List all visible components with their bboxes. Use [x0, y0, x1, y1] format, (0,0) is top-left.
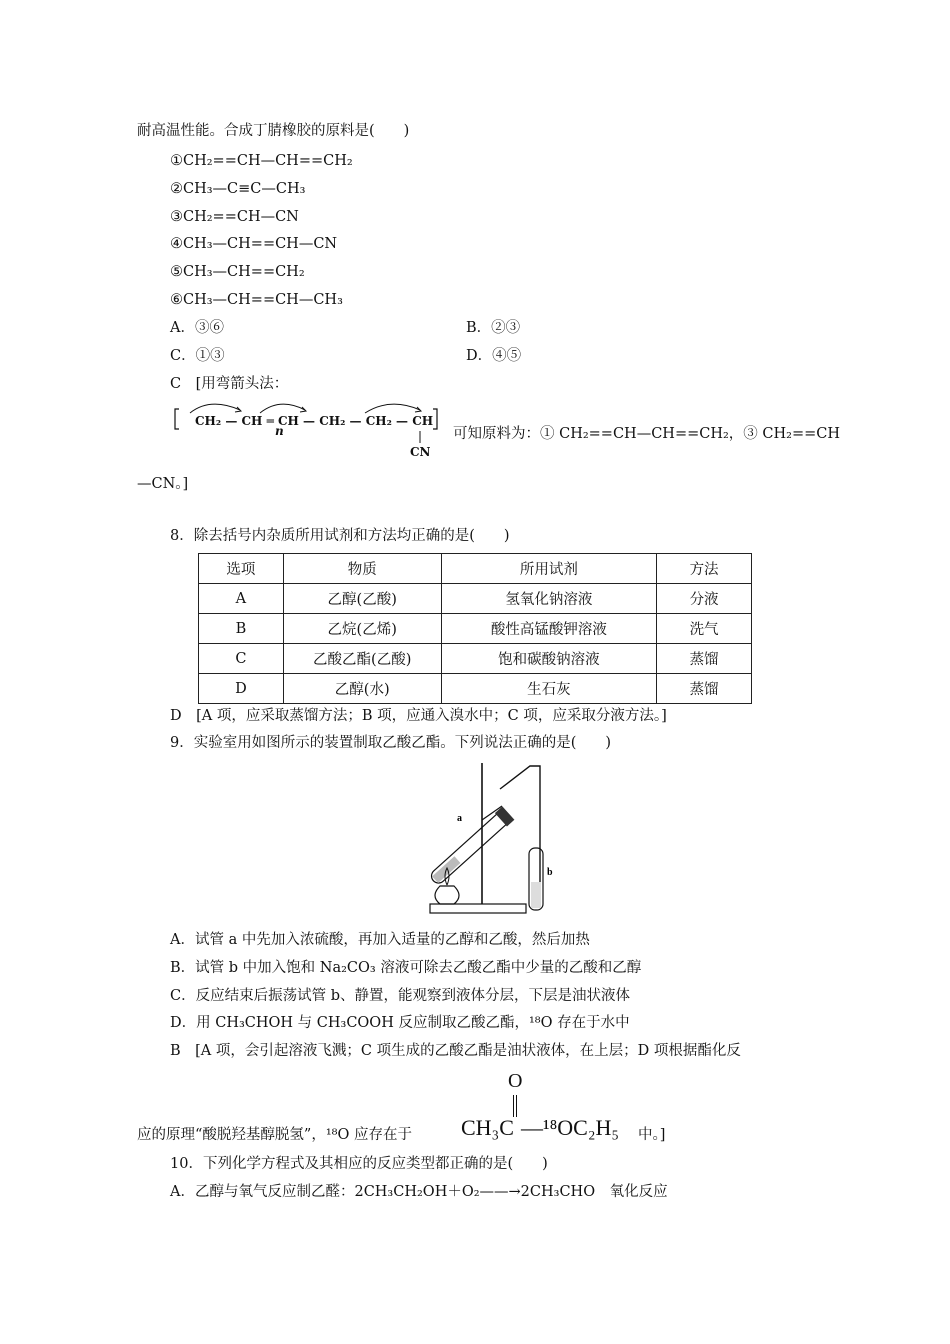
table-header: 所用试剂 — [441, 554, 657, 584]
table-cell: 蒸馏 — [657, 674, 752, 704]
ester-carbonyl-o: O — [508, 1070, 523, 1092]
table-cell: 乙烷(乙烯) — [283, 614, 441, 644]
choice-d: D．④⑤ — [466, 348, 522, 364]
table-row — [199, 644, 752, 674]
choice-b: B．②③ — [466, 320, 521, 336]
polymer-chain-formula: CH₂ — CH ═ CH — CH₂ — CH₂ — CH — [195, 414, 434, 428]
table-cell: 蒸馏 — [657, 644, 752, 674]
table-cell: C — [199, 644, 284, 674]
option-4: ④CH₃—CH==CH—CN — [170, 236, 338, 252]
option-3: ③CH₂==CH—CN — [170, 209, 299, 225]
answer-8: D [A 项，应采取蒸馏方法；B 项，应通入溴水中；C 项，应采取分液方法。] — [170, 708, 667, 724]
choice-9c: C．反应结束后振荡试管 b、静置，能观察到液体分层，下层是油状液体 — [170, 988, 630, 1004]
curved-arrow-3 — [365, 404, 420, 413]
answer-7-end: —CN。] — [137, 476, 189, 492]
option-5: ⑤CH₃—CH==CH₂ — [170, 264, 305, 280]
label-b: b — [547, 867, 553, 878]
alcohol-lamp — [435, 886, 459, 904]
table-cell: 洗气 — [657, 614, 752, 644]
choice-9b: B．试管 b 中加入饱和 Na₂CO₃ 溶液可除去乙酸乙酯中少量的乙酸和乙醇 — [170, 960, 642, 976]
choice-9d: D．用 CH₃CHOH 与 CH₃COOH 反应制取乙酸乙酯，¹⁸O 存在于水中 — [170, 1015, 630, 1031]
stand-base — [430, 904, 526, 913]
table-cell: 酸性高锰酸钾溶液 — [441, 614, 657, 644]
answer-9: B [A 项，会引起溶液飞溅；C 项生成的乙酸乙酯是油状液体，在上层；D 项根据酯化反 — [170, 1043, 741, 1059]
question-7-tail: 耐高温性能。合成丁腈橡胶的原料是( ) — [137, 123, 410, 139]
curved-arrow-1 — [190, 404, 240, 413]
bracket-right — [433, 409, 437, 429]
answer-9-end: 中。] — [638, 1127, 666, 1143]
table-cell: 乙酸乙酯(乙酸) — [283, 644, 441, 674]
option-2: ②CH₃—C≡C—CH₃ — [170, 181, 306, 197]
test-tube-a — [427, 806, 514, 887]
table-header: 选项 — [199, 554, 284, 584]
table-row — [199, 674, 752, 704]
ester-right: —¹⁸OC₂H₅ — [521, 1115, 620, 1140]
polymer-n: n — [275, 424, 284, 438]
question-10: 10．下列化学方程式及其相应的反应类型都正确的是( ) — [170, 1156, 548, 1172]
table-row — [199, 614, 752, 644]
choice-10a: A．乙醇与氧气反应制乙醛：2CH₃CH₂OH＋O₂——→2CH₃CHO 氧化反应 — [170, 1184, 668, 1200]
table-cell: B — [199, 614, 284, 644]
answer-9-cont: 应的原理“酸脱羟基醇脱氢”，¹⁸O 应存在于 — [137, 1127, 412, 1143]
answer-7-tail: 可知原料为：① CH₂==CH—CH==CH₂，③ CH₂==CH — [453, 426, 840, 442]
label-a: a — [457, 813, 462, 824]
question-8: 8．除去括号内杂质所用试剂和方法均正确的是( ) — [170, 528, 510, 544]
question-9: 9．实验室用如图所示的装置制取乙酸乙酯。下列说法正确的是( ) — [170, 735, 612, 751]
answer-7: C [用弯箭头法： — [170, 376, 289, 392]
table-row — [199, 584, 752, 614]
table-header: 物质 — [283, 554, 441, 584]
bracket-left — [175, 409, 179, 429]
curved-arrow-2 — [260, 404, 305, 413]
reagent-table — [198, 553, 752, 704]
table-header-row — [199, 554, 752, 584]
table-cell: 乙醇(乙酸) — [283, 584, 441, 614]
table-cell: A — [199, 584, 284, 614]
choice-9a: A．试管 a 中先加入浓硫酸，再加入适量的乙醇和乙酸，然后加热 — [170, 932, 590, 948]
choice-c: C．①③ — [170, 348, 225, 364]
delivery-tube — [500, 766, 540, 888]
option-6: ⑥CH₃—CH==CH—CH₃ — [170, 292, 343, 308]
table-cell: 饱和碳酸钠溶液 — [441, 644, 657, 674]
table-header: 方法 — [657, 554, 752, 584]
table-cell: 氢氧化钠溶液 — [441, 584, 657, 614]
table-cell: 乙醇(水) — [283, 674, 441, 704]
esterification-apparatus-figure — [420, 758, 560, 918]
polymer-cn: CN — [410, 445, 431, 459]
ester-left: CH₃C — [461, 1115, 514, 1140]
table-cell: 生石灰 — [441, 674, 657, 704]
choice-a: A．③⑥ — [170, 320, 224, 336]
table-cell: 分液 — [657, 584, 752, 614]
option-1: ①CH₂==CH—CH==CH₂ — [170, 153, 353, 169]
table-cell: D — [199, 674, 284, 704]
